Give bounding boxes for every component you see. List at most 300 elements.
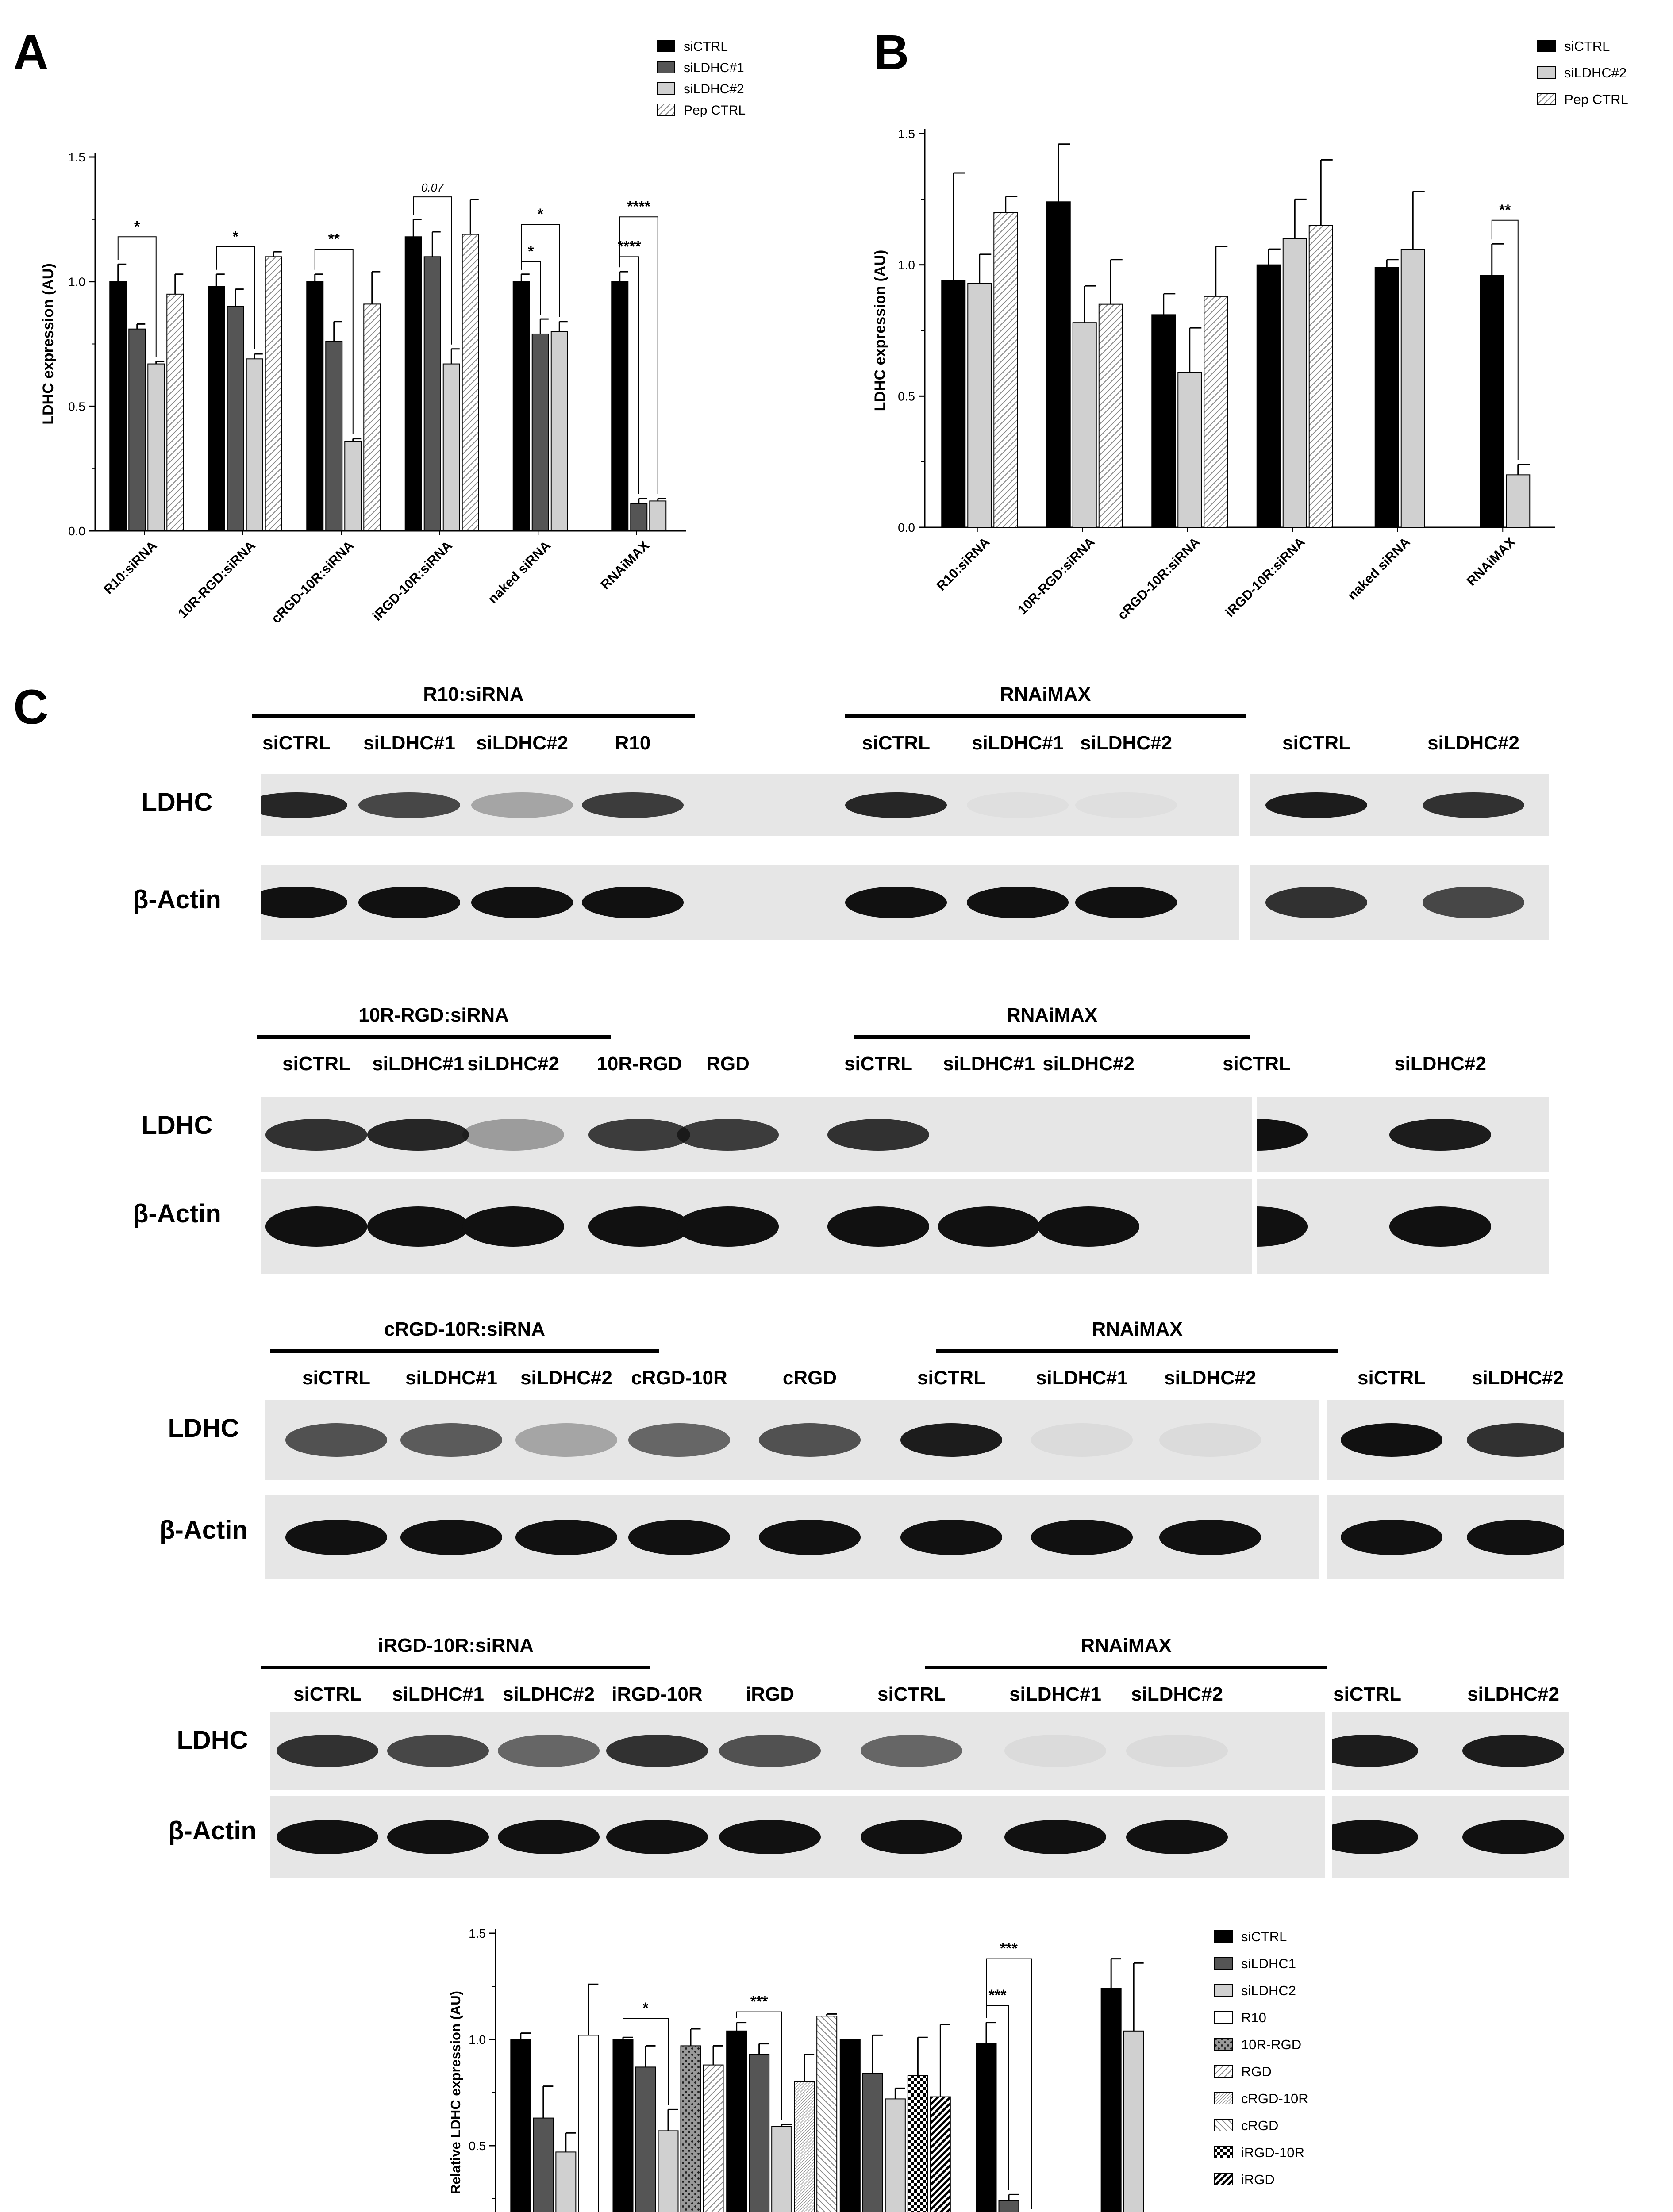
blot-band — [400, 1520, 502, 1555]
bar-sildhc-2 — [551, 331, 568, 531]
blot-membrane-actin-side — [1332, 1796, 1569, 1878]
bar-sictrl — [511, 2039, 531, 2212]
blot-band — [285, 1520, 387, 1555]
blot-band — [582, 792, 684, 818]
bar-sildhc-2 — [1283, 238, 1307, 527]
chart-c-quant-group — [448, 1927, 1308, 2212]
blot-lane-label: siCTRL — [293, 1683, 362, 1705]
y-axis-label: LDHC expression (AU) — [40, 263, 57, 425]
blot-lane-label: siLDHC#2 — [1472, 1367, 1564, 1389]
blot-band — [387, 1735, 489, 1767]
blot-band — [845, 887, 947, 918]
blot-band — [967, 792, 1069, 818]
bar-pep-ctrl — [167, 294, 183, 531]
blot-lane-label: siLDHC#2 — [1042, 1053, 1135, 1075]
blot-band — [759, 1520, 861, 1555]
blot-row-label-ldhc: LDHC — [141, 1111, 213, 1140]
blot-band — [471, 792, 573, 818]
blot-band — [265, 1206, 367, 1246]
legend-swatch — [1215, 2174, 1232, 2185]
panel-label-a: A — [13, 25, 49, 80]
blot-band — [606, 1735, 708, 1767]
blot-lane-label: siLDHC#1 — [405, 1367, 497, 1389]
blot-lane-label: siLDHC#1 — [972, 732, 1064, 754]
blot-lane-label: iRGD-10R — [612, 1683, 703, 1705]
bar-sildhc1 — [863, 2074, 883, 2212]
blot-band — [1038, 1206, 1139, 1246]
blot-lane-label: siLDHC#2 — [1394, 1053, 1486, 1075]
legend-label: siLDHC1 — [1241, 1956, 1296, 1971]
blot-membrane-actin — [261, 1179, 1252, 1274]
x-tick-label: RNAiMAX — [1464, 534, 1519, 589]
bar-pep-ctrl — [1099, 304, 1123, 527]
significance-label: 0.07 — [421, 181, 444, 195]
blot-band — [1467, 1520, 1564, 1555]
blot-band — [1126, 1735, 1228, 1767]
blot-band — [827, 1206, 929, 1246]
blot-lane-label: siLDHC#2 — [1467, 1683, 1559, 1705]
legend-swatch — [1538, 40, 1555, 52]
blot-rnaimax-line — [936, 1349, 1338, 1353]
blot-lane-label: 10R-RGD — [596, 1053, 682, 1075]
blot-lane-label: siLDHC#2 — [520, 1367, 612, 1389]
significance-bracket — [620, 257, 639, 494]
legend-swatch — [1215, 1931, 1232, 1942]
significance-label: *** — [988, 1987, 1007, 2004]
blot-band — [1389, 1206, 1491, 1246]
blot-band — [719, 1735, 821, 1767]
significance-bracket — [623, 2018, 668, 2105]
significance-label: ** — [1499, 201, 1511, 219]
legend-label: siCTRL — [1241, 1929, 1287, 1944]
bar-sictrl — [208, 287, 225, 531]
blot-band — [261, 887, 347, 918]
blot-rnaimax-line — [854, 1035, 1250, 1039]
blot-band — [387, 1820, 489, 1855]
blot-group-line — [270, 1349, 659, 1353]
significance-bracket — [986, 1959, 1031, 2209]
bar-sildhc2 — [885, 2099, 905, 2212]
blot-band — [1265, 887, 1367, 918]
legend-label: siLDHC#1 — [684, 61, 744, 75]
blot-lane-label: siCTRL — [1333, 1683, 1401, 1705]
bar-sildhc-1 — [227, 307, 244, 531]
bar-sildhc-2 — [345, 441, 361, 531]
blot-membrane-ldhc — [261, 1097, 1252, 1172]
blot-row-label-ldhc: LDHC — [168, 1414, 239, 1443]
bar-sildhc2 — [1124, 2031, 1144, 2212]
blot-band — [462, 1119, 564, 1150]
blot-band — [1341, 1520, 1442, 1555]
bar-r10 — [578, 2035, 598, 2212]
legend-swatch — [657, 83, 675, 94]
blot-lane-label: siCTRL — [1282, 732, 1350, 754]
legend-swatch — [1215, 2093, 1232, 2104]
x-tick-label: 10R-RGD:siRNA — [1015, 534, 1098, 618]
bar-sictrl — [1257, 265, 1281, 527]
legend-label: iRGD-10R — [1241, 2145, 1304, 2160]
blot-band — [471, 887, 573, 918]
bar-crgd-10r — [794, 2082, 814, 2212]
blot-band — [1341, 1423, 1442, 1457]
blot-lane-label: siLDHC#2 — [1427, 732, 1519, 754]
bar-10r-rgd — [681, 2046, 701, 2212]
blot-band — [358, 792, 460, 818]
blot-band — [515, 1423, 617, 1457]
blot-band — [582, 887, 684, 918]
bar-sildhc1 — [999, 2201, 1019, 2212]
legend-label: Pep CTRL — [684, 103, 746, 118]
blot-lane-label: cRGD-10R — [631, 1367, 727, 1389]
x-tick-label: naked siRNA — [485, 538, 554, 607]
bar-sictrl — [513, 282, 530, 531]
blot-lane-label: siLDHC#2 — [1164, 1367, 1256, 1389]
significance-label: * — [134, 218, 140, 235]
bar-sildhc-2 — [1506, 475, 1530, 527]
legend-label: siLDHC#2 — [684, 82, 744, 96]
legend-label: siCTRL — [684, 39, 728, 54]
significance-label: * — [642, 2000, 649, 2016]
bar-sildhc-1 — [631, 503, 647, 531]
y-tick-label: 1.0 — [898, 258, 915, 272]
blot-band — [861, 1820, 962, 1855]
blot-band — [1075, 887, 1177, 918]
bar-pep-ctrl — [265, 257, 282, 531]
blot-band — [285, 1423, 387, 1457]
bar-sildhc-2 — [968, 283, 991, 527]
blot-band — [1004, 1735, 1106, 1767]
blot-band — [938, 1206, 1040, 1246]
bar-sildhc1 — [636, 2067, 656, 2212]
bar-sildhc-2 — [1178, 373, 1201, 527]
y-axis-label: LDHC expression (AU) — [872, 250, 888, 411]
blot-band — [900, 1520, 1002, 1555]
blot-membrane-ldhc-side — [1327, 1400, 1564, 1480]
blot-membrane-actin — [270, 1796, 1325, 1878]
blot-lane-label: cRGD — [782, 1367, 837, 1389]
legend-swatch — [1215, 1985, 1232, 1996]
bar-sildhc2 — [556, 2152, 576, 2212]
bar-sildhc-1 — [424, 257, 441, 531]
blot-lane-label: iRGD — [746, 1683, 794, 1705]
blot-band — [261, 792, 347, 818]
blot-lane-label: siCTRL — [877, 1683, 946, 1705]
significance-bracket — [617, 217, 658, 494]
x-tick-label: iRGD-10R:siRNA — [1223, 534, 1308, 620]
blot-band — [719, 1820, 821, 1855]
legend-swatch — [1215, 2012, 1232, 2023]
legend-swatch — [1215, 2147, 1232, 2158]
legend-swatch — [1215, 1958, 1232, 1969]
bar-sictrl — [1047, 202, 1070, 527]
blot-row-label-ldhc: LDHC — [177, 1726, 248, 1755]
legend-label: siLDHC2 — [1241, 1983, 1296, 1998]
blot-lane-label: siCTRL — [844, 1053, 912, 1075]
bar-sildhc1 — [749, 2055, 769, 2212]
bar-pep-ctrl — [462, 234, 479, 531]
significance-bracket — [1492, 220, 1518, 460]
legend-swatch — [657, 104, 675, 115]
bar-pep-ctrl — [1309, 226, 1333, 527]
blot-band — [677, 1119, 779, 1150]
chart-b-group — [872, 38, 1628, 623]
y-tick-label: 1.5 — [469, 1927, 486, 1940]
bar-sildhc2 — [772, 2127, 792, 2212]
blot-membrane-actin-side — [1257, 1179, 1549, 1274]
legend-swatch — [1215, 2039, 1232, 2050]
blot-band — [677, 1206, 779, 1246]
blot-band — [277, 1735, 378, 1767]
bar-sildhc-2 — [443, 364, 460, 531]
blot-band — [1257, 1119, 1308, 1150]
blot-band — [367, 1206, 469, 1246]
blot-lane-label: siLDHC#2 — [1080, 732, 1172, 754]
blot-lane-label: siLDHC#1 — [1009, 1683, 1101, 1705]
blot-rnaimax-line — [845, 714, 1246, 718]
bar-sictrl — [613, 2039, 633, 2212]
blot-band — [367, 1119, 469, 1150]
blot-membrane-ldhc — [261, 774, 1239, 836]
blot-band — [967, 887, 1069, 918]
blot-lane-label: siLDHC#1 — [392, 1683, 484, 1705]
blot-band — [1332, 1735, 1418, 1767]
blot-lane-label: siLDHC#2 — [1131, 1683, 1223, 1705]
bar-sildhc-1 — [326, 342, 342, 531]
blot-band — [827, 1119, 929, 1150]
blot-band — [1423, 887, 1524, 918]
panel-label-b: B — [874, 25, 909, 80]
legend-label: iRGD — [1241, 2172, 1275, 2187]
blot-lane-label: RGD — [706, 1053, 750, 1075]
bar-sildhc1 — [533, 2118, 553, 2212]
blot-band — [1159, 1423, 1261, 1457]
x-tick-label: naked siRNA — [1345, 534, 1413, 603]
legend-label: cRGD-10R — [1241, 2091, 1308, 2106]
blot-group-line — [252, 714, 695, 718]
blot-membrane-actin-side — [1250, 865, 1549, 940]
y-tick-label: 0.5 — [898, 389, 915, 403]
significance-bracket — [216, 247, 254, 349]
blot-lane-label: R10 — [615, 732, 651, 754]
bar-irgd — [931, 2097, 950, 2212]
bar-sictrl — [405, 237, 422, 531]
x-tick-label: RNAiMAX — [598, 538, 652, 592]
bar-sictrl — [1375, 268, 1399, 527]
y-tick-label: 0.5 — [469, 2139, 486, 2153]
bar-sictrl — [1101, 1989, 1121, 2212]
x-tick-label: cRGD-10R:siRNA — [269, 538, 357, 626]
legend-swatch — [1215, 2066, 1232, 2077]
blot-band — [1389, 1119, 1491, 1150]
blot-membrane-actin-side — [1327, 1495, 1564, 1579]
blot-membrane-ldhc-side — [1332, 1712, 1569, 1790]
legend-label: 10R-RGD — [1241, 2037, 1302, 2052]
blot-band — [845, 792, 947, 818]
blot-band — [1126, 1820, 1228, 1855]
blot-membrane-ldhc-side — [1250, 774, 1549, 836]
blot-group-title: cRGD-10R:siRNA — [384, 1318, 546, 1340]
y-axis-label: Relative LDHC expression (AU) — [448, 1991, 463, 2194]
significance-bracket — [986, 2005, 1009, 2190]
blot-band — [277, 1820, 378, 1855]
bar-sictrl — [942, 280, 965, 527]
legend-swatch — [657, 40, 675, 52]
bar-sildhc-2 — [148, 364, 164, 531]
x-tick-label: R10:siRNA — [934, 534, 993, 594]
significance-bracket — [118, 237, 156, 357]
blot-rnaimax-title: RNAiMAX — [1092, 1318, 1183, 1340]
blot-lane-label: siCTRL — [1223, 1053, 1291, 1075]
significance-label: * — [232, 228, 238, 245]
x-tick-label: iRGD-10R:siRNA — [369, 538, 455, 624]
blot-lane-label: siLDHC#1 — [943, 1053, 1035, 1075]
y-tick-label: 1.5 — [898, 127, 915, 141]
bar-sictrl — [977, 2044, 996, 2212]
bar-crgd — [817, 2016, 837, 2212]
significance-label: **** — [627, 198, 651, 215]
panel-label-c: C — [13, 680, 49, 734]
blot-lane-label: siLDHC#2 — [476, 732, 568, 754]
bar-sildhc-1 — [532, 334, 549, 531]
blot-row-label-actin: β-Actin — [159, 1516, 248, 1544]
bar-sictrl — [1152, 315, 1175, 527]
blot-band — [1257, 1206, 1308, 1246]
legend-label: siCTRL — [1564, 38, 1610, 54]
bar-pep-ctrl — [1204, 296, 1227, 527]
blot-membrane-ldhc — [265, 1400, 1319, 1480]
bar-sictrl — [840, 2039, 860, 2212]
blot-band — [515, 1520, 617, 1555]
significance-label: *** — [1000, 1940, 1018, 1957]
y-tick-label: 1.5 — [68, 150, 85, 164]
blot-band — [1332, 1820, 1418, 1855]
legend-swatch — [1538, 67, 1555, 78]
legend-label: cRGD — [1241, 2118, 1279, 2133]
blot-lane-label: siCTRL — [262, 732, 331, 754]
significance-bracket — [521, 224, 559, 317]
bar-irgd-10r — [908, 2076, 928, 2212]
bar-sildhc-2 — [1073, 323, 1096, 527]
bar-pep-ctrl — [994, 212, 1017, 527]
blot-lane-label: siCTRL — [917, 1367, 985, 1389]
blot-row-label-actin: β-Actin — [168, 1816, 257, 1845]
legend-label: R10 — [1241, 2010, 1266, 2025]
blot-band — [588, 1206, 690, 1246]
x-tick-label: R10:siRNA — [101, 538, 160, 597]
blot-band — [498, 1735, 600, 1767]
blot-group-title: R10:siRNA — [423, 684, 524, 705]
bar-sildhc2 — [658, 2131, 678, 2212]
blot-band — [861, 1735, 962, 1767]
legend-swatch — [657, 61, 675, 73]
blot-row-label-actin: β-Actin — [133, 885, 221, 914]
blot-membrane-actin — [261, 865, 1239, 940]
blot-band — [1031, 1423, 1133, 1457]
blot-band — [1423, 792, 1524, 818]
blot-band — [606, 1820, 708, 1855]
blot-band — [1159, 1520, 1261, 1555]
blot-lane-label: siCTRL — [862, 732, 930, 754]
x-tick-label: cRGD-10R:siRNA — [1115, 534, 1203, 623]
blot-lane-label: siCTRL — [282, 1053, 350, 1075]
blot-row-label-actin: β-Actin — [133, 1199, 221, 1228]
blot-rnaimax-title: RNAiMAX — [1081, 1635, 1172, 1656]
y-tick-label: 0.5 — [68, 399, 85, 414]
blot-row-label-ldhc: LDHC — [141, 788, 213, 817]
blot-lane-label: siLDHC#1 — [372, 1053, 464, 1075]
chart-a-group — [40, 39, 746, 626]
blot-lane-label: siLDHC#2 — [467, 1053, 559, 1075]
y-tick-label: 0.0 — [68, 524, 85, 538]
significance-bracket — [737, 2012, 782, 2120]
blot-lane-label: siLDHC#1 — [1036, 1367, 1128, 1389]
blot-rnaimax-title: RNAiMAX — [1000, 684, 1091, 705]
significance-bracket — [521, 262, 540, 315]
bar-sildhc-1 — [129, 329, 145, 531]
blot-band — [1004, 1820, 1106, 1855]
y-tick-label: 0.0 — [898, 521, 915, 534]
significance-label: *** — [750, 1993, 768, 2010]
legend-label: Pep CTRL — [1564, 92, 1628, 107]
blot-band — [265, 1119, 367, 1150]
significance-bracket — [315, 249, 353, 434]
bar-sildhc-2 — [246, 359, 263, 531]
blot-group-line — [261, 1666, 650, 1669]
blot-lane-label: siCTRL — [1358, 1367, 1426, 1389]
blot-band — [1075, 792, 1177, 818]
blot-band — [358, 887, 460, 918]
bar-sildhc-2 — [650, 501, 666, 531]
legend-swatch — [1538, 93, 1555, 105]
bar-sictrl — [110, 282, 126, 531]
blot-band — [759, 1423, 861, 1457]
blot-band — [628, 1423, 730, 1457]
blot-lane-label: siLDHC#1 — [363, 732, 455, 754]
blot-rnaimax-line — [925, 1666, 1327, 1669]
blot-band — [400, 1423, 502, 1457]
legend-label: siLDHC#2 — [1564, 65, 1627, 81]
blot-lane-label: siLDHC#2 — [503, 1683, 595, 1705]
bar-sictrl — [612, 282, 628, 531]
blot-membrane-ldhc — [270, 1712, 1325, 1790]
blot-rnaimax-title: RNAiMAX — [1006, 1004, 1098, 1026]
significance-label: **** — [617, 238, 641, 255]
bar-sictrl — [727, 2031, 746, 2212]
blot-band — [1467, 1423, 1564, 1457]
significance-label: * — [537, 206, 543, 223]
blot-group-title: 10R-RGD:siRNA — [358, 1004, 509, 1026]
blot-band — [628, 1520, 730, 1555]
significance-label: * — [528, 243, 534, 260]
blot-band — [1462, 1820, 1564, 1855]
bar-pep-ctrl — [364, 304, 380, 531]
significance-bracket — [413, 197, 451, 345]
blot-membrane-ldhc-side — [1257, 1097, 1549, 1172]
bar-sictrl — [1480, 275, 1504, 527]
bar-sictrl — [307, 282, 323, 531]
legend-swatch — [1215, 2120, 1232, 2131]
blot-lane-label: siCTRL — [302, 1367, 370, 1389]
bar-sildhc-2 — [1401, 249, 1425, 527]
blot-membrane-actin — [265, 1495, 1319, 1579]
blot-band — [462, 1206, 564, 1246]
blot-band — [1462, 1735, 1564, 1767]
y-tick-label: 1.0 — [68, 275, 85, 289]
legend-label: RGD — [1241, 2064, 1272, 2079]
significance-label: ** — [328, 230, 340, 248]
blot-band — [1265, 792, 1367, 818]
x-tick-label: 10R-RGD:siRNA — [175, 538, 258, 621]
